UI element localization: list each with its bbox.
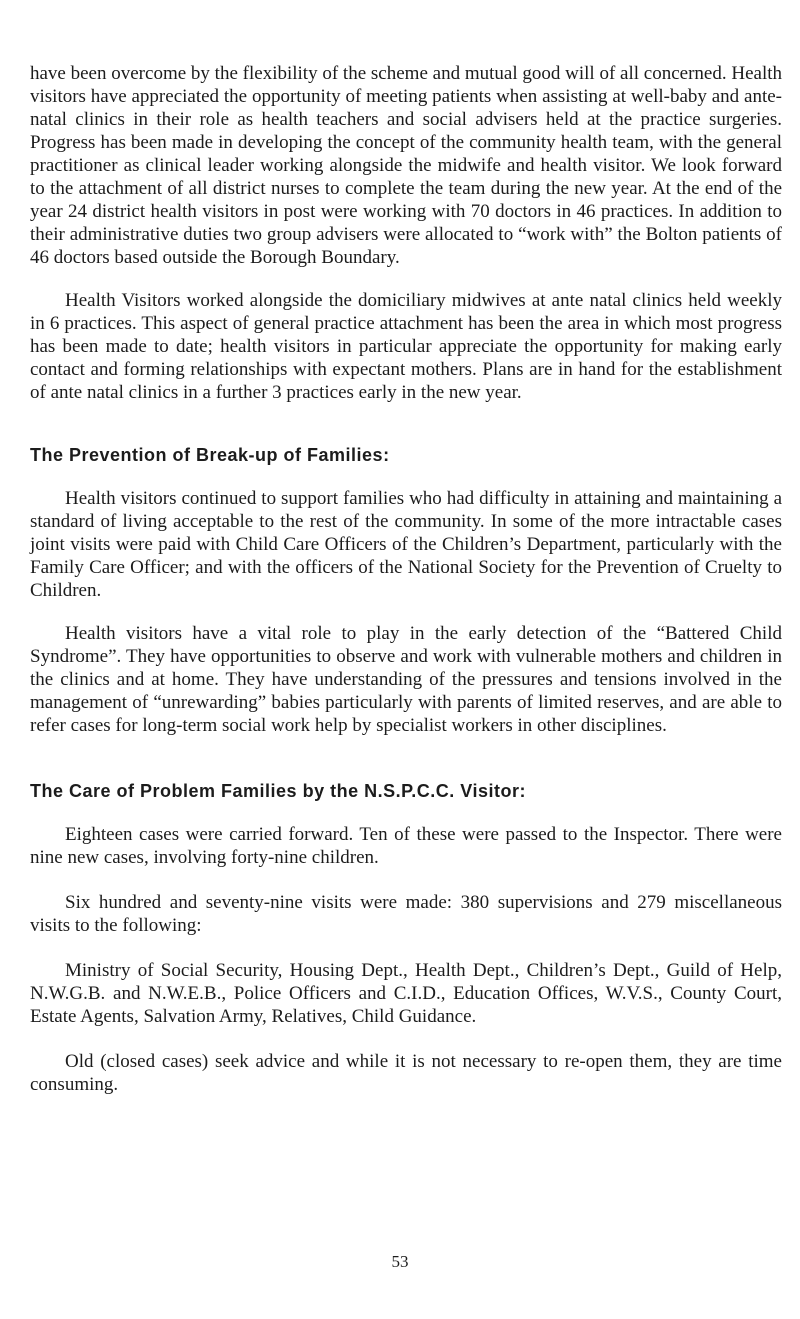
- document-page: [30, 62, 782, 1096]
- page-number: 53: [391, 1252, 409, 1271]
- prevention-heading: The Prevention of Break-up of Families:: [30, 445, 390, 465]
- nspcc-heading: The Care of Problem Families by the N.S.P.C.C. Visitor:: [30, 781, 526, 801]
- prevention-paragraph-2: Health visitors have a vital role to play in the early detection of the “Battered Child Syndrome”. They have opportunities to observe and work with vulnerable mothers and children in the clinics and at home. They have understanding of the pressures and tensions involved in the management of “unrewarding” babies particularly with parents of limited reserves, and are able to refer cases for long-term social work help by specialist workers in other disciplines.: [30, 623, 782, 736]
- intro-paragraph: have been overcome by the flexibility of the scheme and mutual good will of all concerned. Health visitors have appreciated the opportunity of meeting patients when assisting at well-baby and ante-natal clinics in their role as health teachers and social advisers held at the practice surgeries. Progress has been made in developing the concept of the community health team, with the general practitioner as clinical leader working alongside the midwife and health visitor. We look forward to the attachment of all district nurses to complete the team during the new year. At the end of the year 24 district health visitors in post were working with 70 doctors in 46 practices. In addition to their administrative duties two group advisers were allocated to “work with” the Bolton patients of 46 doctors based outside the Borough Boundary.: [30, 63, 782, 268]
- nspcc-paragraph-1: Eighteen cases were carried forward. Ten of these were passed to the Inspector. There were nine new cases, involving forty-nine children.: [30, 824, 782, 868]
- nspcc-paragraph-2: Six hundred and seventy-nine visits were made: 380 supervisions and 279 miscellaneous visits to the following:: [30, 892, 782, 936]
- nspcc-paragraph-3: Ministry of Social Security, Housing Dept., Health Dept., Children’s Dept., Guild of Help, N.W.G.B. and N.W.E.B., Police Officers and C.I.D., Education Offices, W.V.S., County Court, Estate Agents, Salvation Army, Relatives, Child Guidance.: [30, 960, 782, 1027]
- nspcc-paragraph-4: Old (closed cases) seek advice and while it is not necessary to re-open them, they are time consuming.: [30, 1051, 782, 1095]
- prevention-paragraph-1: Health visitors continued to support families who had difficulty in attaining and maintaining a standard of living acceptable to the rest of the community. In some of the more intractable cases joint visits were paid with Child Care Officers of the Children’s Department, particularly with the Family Care Officer; and with the officers of the National Society for the Prevention of Cruelty to Children.: [30, 488, 782, 601]
- antenatal-paragraph: Health Visitors worked alongside the domiciliary midwives at ante natal clinics held weekly in 6 practices. This aspect of general practice attachment has been the area in which most progress has been made to date; health visitors in particular appreciate the opportunity for making early contact and forming relationships with expectant mothers. Plans are in hand for the establishment of ante natal clinics in a further 3 practices early in the new year.: [30, 290, 782, 403]
